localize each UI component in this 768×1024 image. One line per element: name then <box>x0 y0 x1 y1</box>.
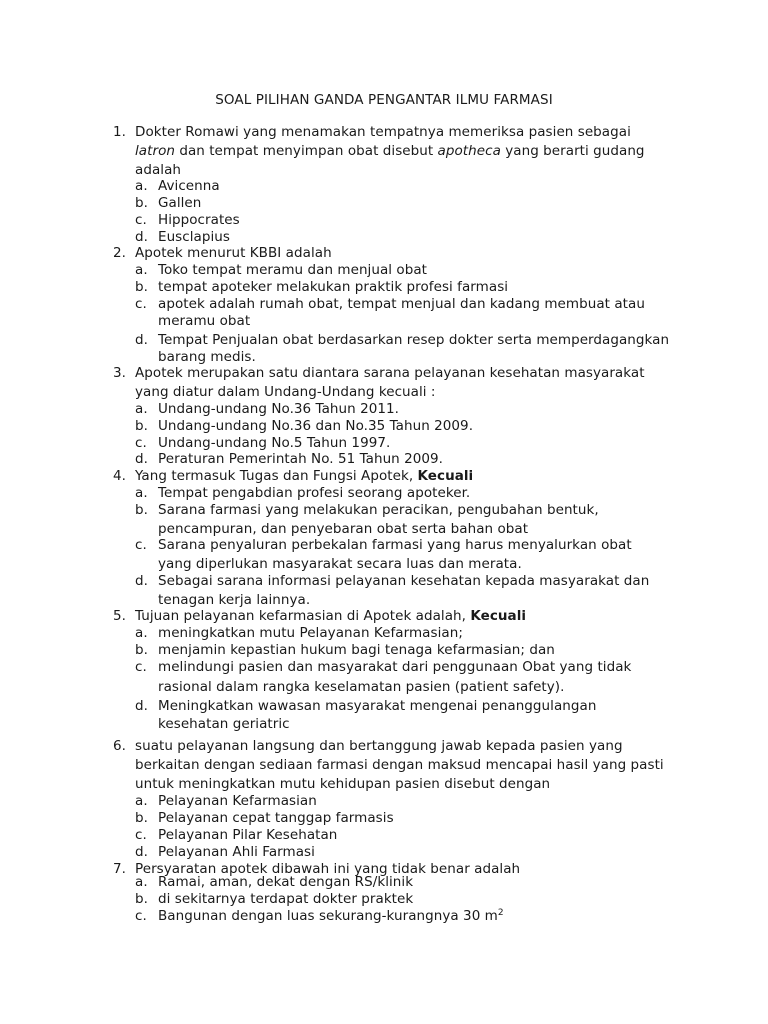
option-text: rasional dalam rangka keselamatan pasien (patient safety). <box>158 679 565 695</box>
option-letter: c. <box>135 908 147 924</box>
option-text: di sekitarnya terdapat dokter praktek <box>158 891 414 907</box>
option-text: pencampuran, dan penyebaran obat serta bahan obat <box>158 521 529 537</box>
option-letter: b. <box>135 891 148 907</box>
option-letter: a. <box>135 874 148 890</box>
question-text: berkaitan dengan sediaan farmasi dengan maksud mencapai hasil yang pasti <box>135 757 664 773</box>
option-letter: d. <box>135 698 148 714</box>
option-text: Eusclapius <box>158 229 230 245</box>
question-number: 2. <box>113 245 126 261</box>
option-letter: c. <box>135 212 147 228</box>
option-letter: b. <box>135 502 148 518</box>
option-text: Toko tempat meramu dan menjual obat <box>158 262 428 278</box>
question-text <box>135 143 645 160</box>
option-letter: b. <box>135 279 148 295</box>
question-number: 3. <box>113 365 126 381</box>
bold-text: Kecuali <box>417 468 474 484</box>
text-segment: yang berarti gudang <box>500 143 645 159</box>
question-text <box>135 468 473 485</box>
option-letter: a. <box>135 485 148 501</box>
question-text: Persyaratan apotek dibawah ini yang tidak benar adalah <box>135 861 521 877</box>
option-letter: a. <box>135 262 148 278</box>
question-text <box>135 608 526 625</box>
option-text: Undang-undang No.36 Tahun 2011. <box>158 401 399 417</box>
question-number: 6. <box>113 738 126 754</box>
option-letter: a. <box>135 793 148 809</box>
question-text: Dokter Romawi yang menamakan tempatnya memeriksa pasien sebagai <box>135 124 631 140</box>
option-text: meningkatkan mutu Pelayanan Kefarmasian; <box>158 625 463 641</box>
option-text: Pelayanan Ahli Farmasi <box>158 844 315 860</box>
option-text: Sarana penyaluran perbekalan farmasi yang harus menyalurkan obat <box>158 537 632 553</box>
question-text: yang diatur dalam Undang-Undang kecuali : <box>135 384 436 400</box>
superscript-text: 2 <box>497 908 504 918</box>
option-text: meramu obat <box>158 313 251 329</box>
option-text: Pelayanan Pilar Kesehatan <box>158 827 338 843</box>
option-text: Pelayanan Kefarmasian <box>158 793 317 809</box>
option-text: Sebagai sarana informasi pelayanan kesehatan kepada masyarakat dan <box>158 573 650 589</box>
option-letter: d. <box>135 332 148 348</box>
text-segment: dan tempat menyimpan obat disebut <box>174 143 438 159</box>
option-letter: d. <box>135 573 148 589</box>
option-text: tenagan kerja lainnya. <box>158 592 311 608</box>
option-text: Pelayanan cepat tanggap farmasis <box>158 810 394 826</box>
option-letter: c. <box>135 827 147 843</box>
option-letter: a. <box>135 178 148 194</box>
option-letter: c. <box>135 537 147 553</box>
question-number: 7. <box>113 861 126 877</box>
option-text <box>158 908 504 925</box>
option-text: Avicenna <box>158 178 220 194</box>
option-text: Hippocrates <box>158 212 240 228</box>
option-letter: d. <box>135 451 148 467</box>
option-text: Sarana farmasi yang melakukan peracikan, pengubahan bentuk, <box>158 502 599 518</box>
question-text: Apotek merupakan satu diantara sarana pelayanan kesehatan masyarakat <box>135 365 645 381</box>
option-letter: a. <box>135 625 148 641</box>
question-number: 1. <box>113 124 126 140</box>
option-letter: b. <box>135 642 148 658</box>
question-number: 4. <box>113 468 126 484</box>
option-letter: b. <box>135 195 148 211</box>
question-text: Apotek menurut KBBI adalah <box>135 245 332 261</box>
bold-text: Kecuali <box>470 608 527 624</box>
option-text: Tempat Penjualan obat berdasarkan resep dokter serta memperdagangkan <box>158 332 670 348</box>
option-text: melindungi pasien dan masyarakat dari penggunaan Obat yang tidak <box>158 659 632 675</box>
option-letter: c. <box>135 659 147 675</box>
question-text: suatu pelayanan langsung dan bertanggung jawab kepada pasien yang <box>135 738 623 754</box>
option-text: yang diperlukan masyarakat secara luas dan merata. <box>158 556 522 572</box>
option-letter: c. <box>135 435 147 451</box>
option-text: menjamin kepastian hukum bagi tenaga kefarmasian; dan <box>158 642 555 658</box>
document-title: SOAL PILIHAN GANDA PENGANTAR ILMU FARMASI <box>215 92 553 108</box>
option-text: Meningkatkan wawasan masyarakat mengenai penanggulangan <box>158 698 597 714</box>
text-segment: Yang termasuk Tugas dan Fungsi Apotek, <box>135 468 418 484</box>
italic-text: apotheca <box>437 143 501 159</box>
option-letter: d. <box>135 229 148 245</box>
option-text: kesehatan geriatric <box>158 716 290 732</box>
option-text: Undang-undang No.5 Tahun 1997. <box>158 435 391 451</box>
text-segment: Bangunan dengan luas sekurang-kurangnya 30 m <box>158 908 498 924</box>
text-segment: Tujuan pelayanan kefarmasian di Apotek adalah, <box>135 608 471 624</box>
option-letter: d. <box>135 844 148 860</box>
option-text: Peraturan Pemerintah No. 51 Tahun 2009. <box>158 451 444 467</box>
option-text: Ramai, aman, dekat dengan RS/klinik <box>158 874 414 890</box>
question-text: adalah <box>135 162 181 178</box>
option-text: tempat apoteker melakukan praktik profesi farmasi <box>158 279 509 295</box>
option-text: Tempat pengabdian profesi seorang apoteker. <box>158 485 471 501</box>
italic-text: latron <box>135 143 175 159</box>
option-text: barang medis. <box>158 349 256 365</box>
option-letter: c. <box>135 296 147 312</box>
option-letter: a. <box>135 401 148 417</box>
option-text: Undang-undang No.36 dan No.35 Tahun 2009. <box>158 418 474 434</box>
question-number: 5. <box>113 608 126 624</box>
question-text: untuk meningkatkan mutu kehidupan pasien disebut dengan <box>135 776 551 792</box>
option-letter: b. <box>135 810 148 826</box>
option-text: Gallen <box>158 195 202 211</box>
option-text: apotek adalah rumah obat, tempat menjual dan kadang membuat atau <box>158 296 645 312</box>
option-letter: b. <box>135 418 148 434</box>
